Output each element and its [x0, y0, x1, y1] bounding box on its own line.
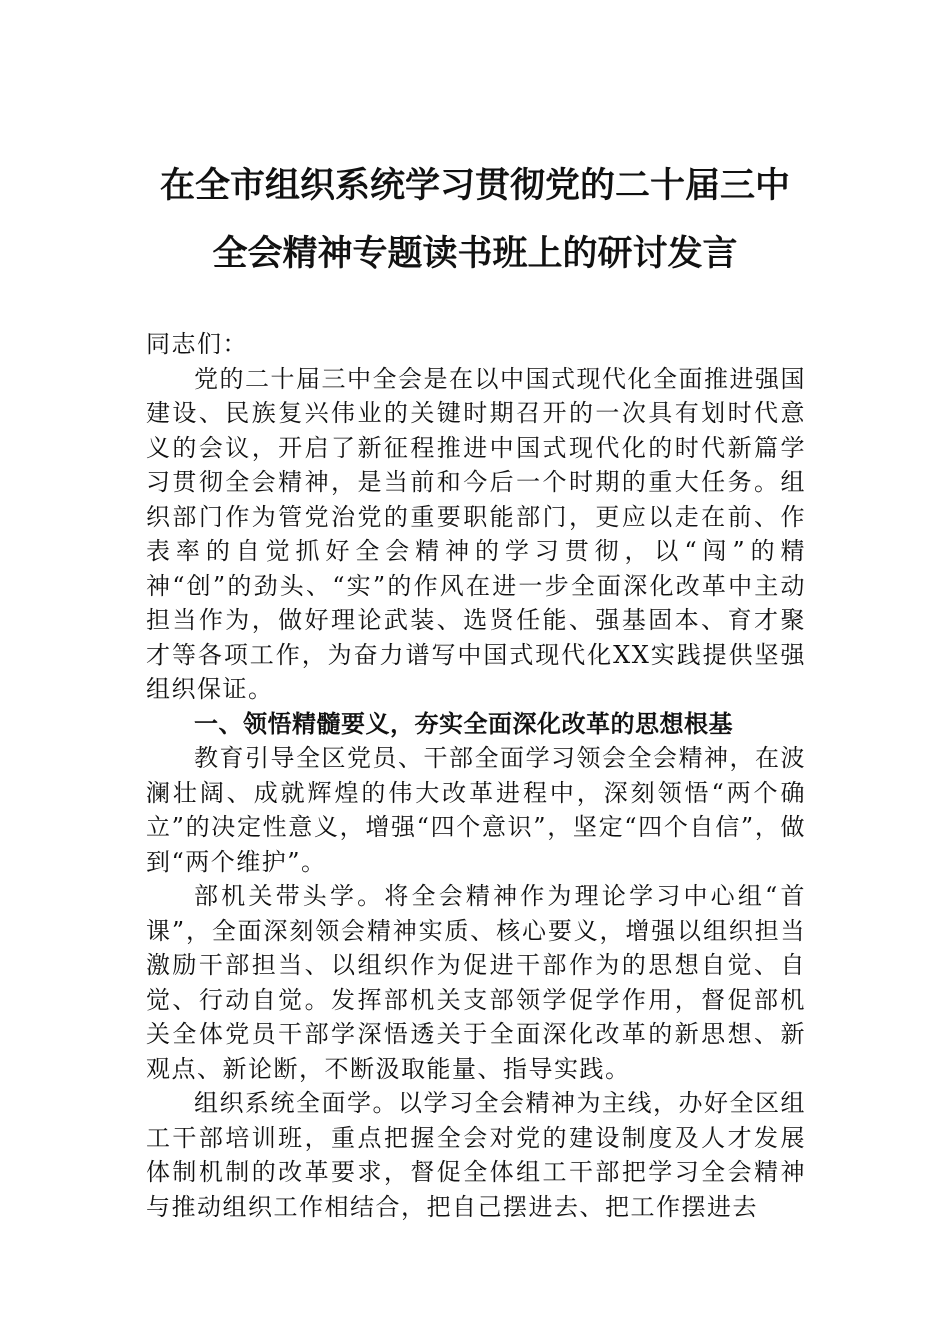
section-heading-1: 一、领悟精髓要义，夯实全面深化改革的思想根基: [194, 709, 733, 738]
document-body: [146, 327, 806, 1224]
paragraph-department-study: 部机关带头学。将全会精神作为理论学习中心组“首课”，全面深刻领会精神实质、核心要义，增强以组织担当激励干部担当、以组织作为促进干部作为的思想自觉、自觉、行动自觉。发挥部机关支部领学促学作用，督促部机关全体党员干部学深悟透关于全面深化改革的新思想、新观点、新论断，不断汲取能量、指导实践。: [146, 882, 806, 1083]
document-title-line-1: 在全市组织系统学习贯彻党的二十届三中: [159, 165, 790, 206]
paragraph-section-1-intro: 教育引导全区党员、干部全面学习领会全会精神，在波澜壮阔、成就辉煌的伟大改革进程中，深刻领悟“两个确立”的决定性意义，增强“四个意识”，坚定“四个自信”，做到“两个维护”。: [146, 744, 806, 876]
document-title-line-2: 全会精神专题读书班上的研讨发言: [212, 233, 738, 274]
paragraph-system-study: 组织系统全面学。以学习全会精神为主线，办好全区组工干部培训班，重点把握全会对党的建设制度及人才发展体制机制的改革要求，督促全体组工干部把学习全会精神与推动组织工作相结合，把自己摆进去、把工作摆进去: [146, 1089, 806, 1221]
paragraph-intro: 党的二十届三中全会是在以中国式现代化全面推进强国建设、民族复兴伟业的关键时期召开的一次具有划时代意义的会议，开启了新征程推进中国式现代化的时代新篇学习贯彻全会精神，是当前和今后一个时期的重大任务。组织部门作为管党治党的重要职能部门，更应以走在前、作表率的自觉抓好全会精神的学习贯彻，以“闯”的精神“创”的劲头、“实”的作风在进一步全面深化改革中主动担当作为，做好理论武装、选贤任能、强基固本、育才聚才等各项工作，为奋力谱写中国式现代化XX实践提供坚强组织保证。: [146, 364, 806, 703]
salutation: 同志们：: [146, 330, 248, 358]
